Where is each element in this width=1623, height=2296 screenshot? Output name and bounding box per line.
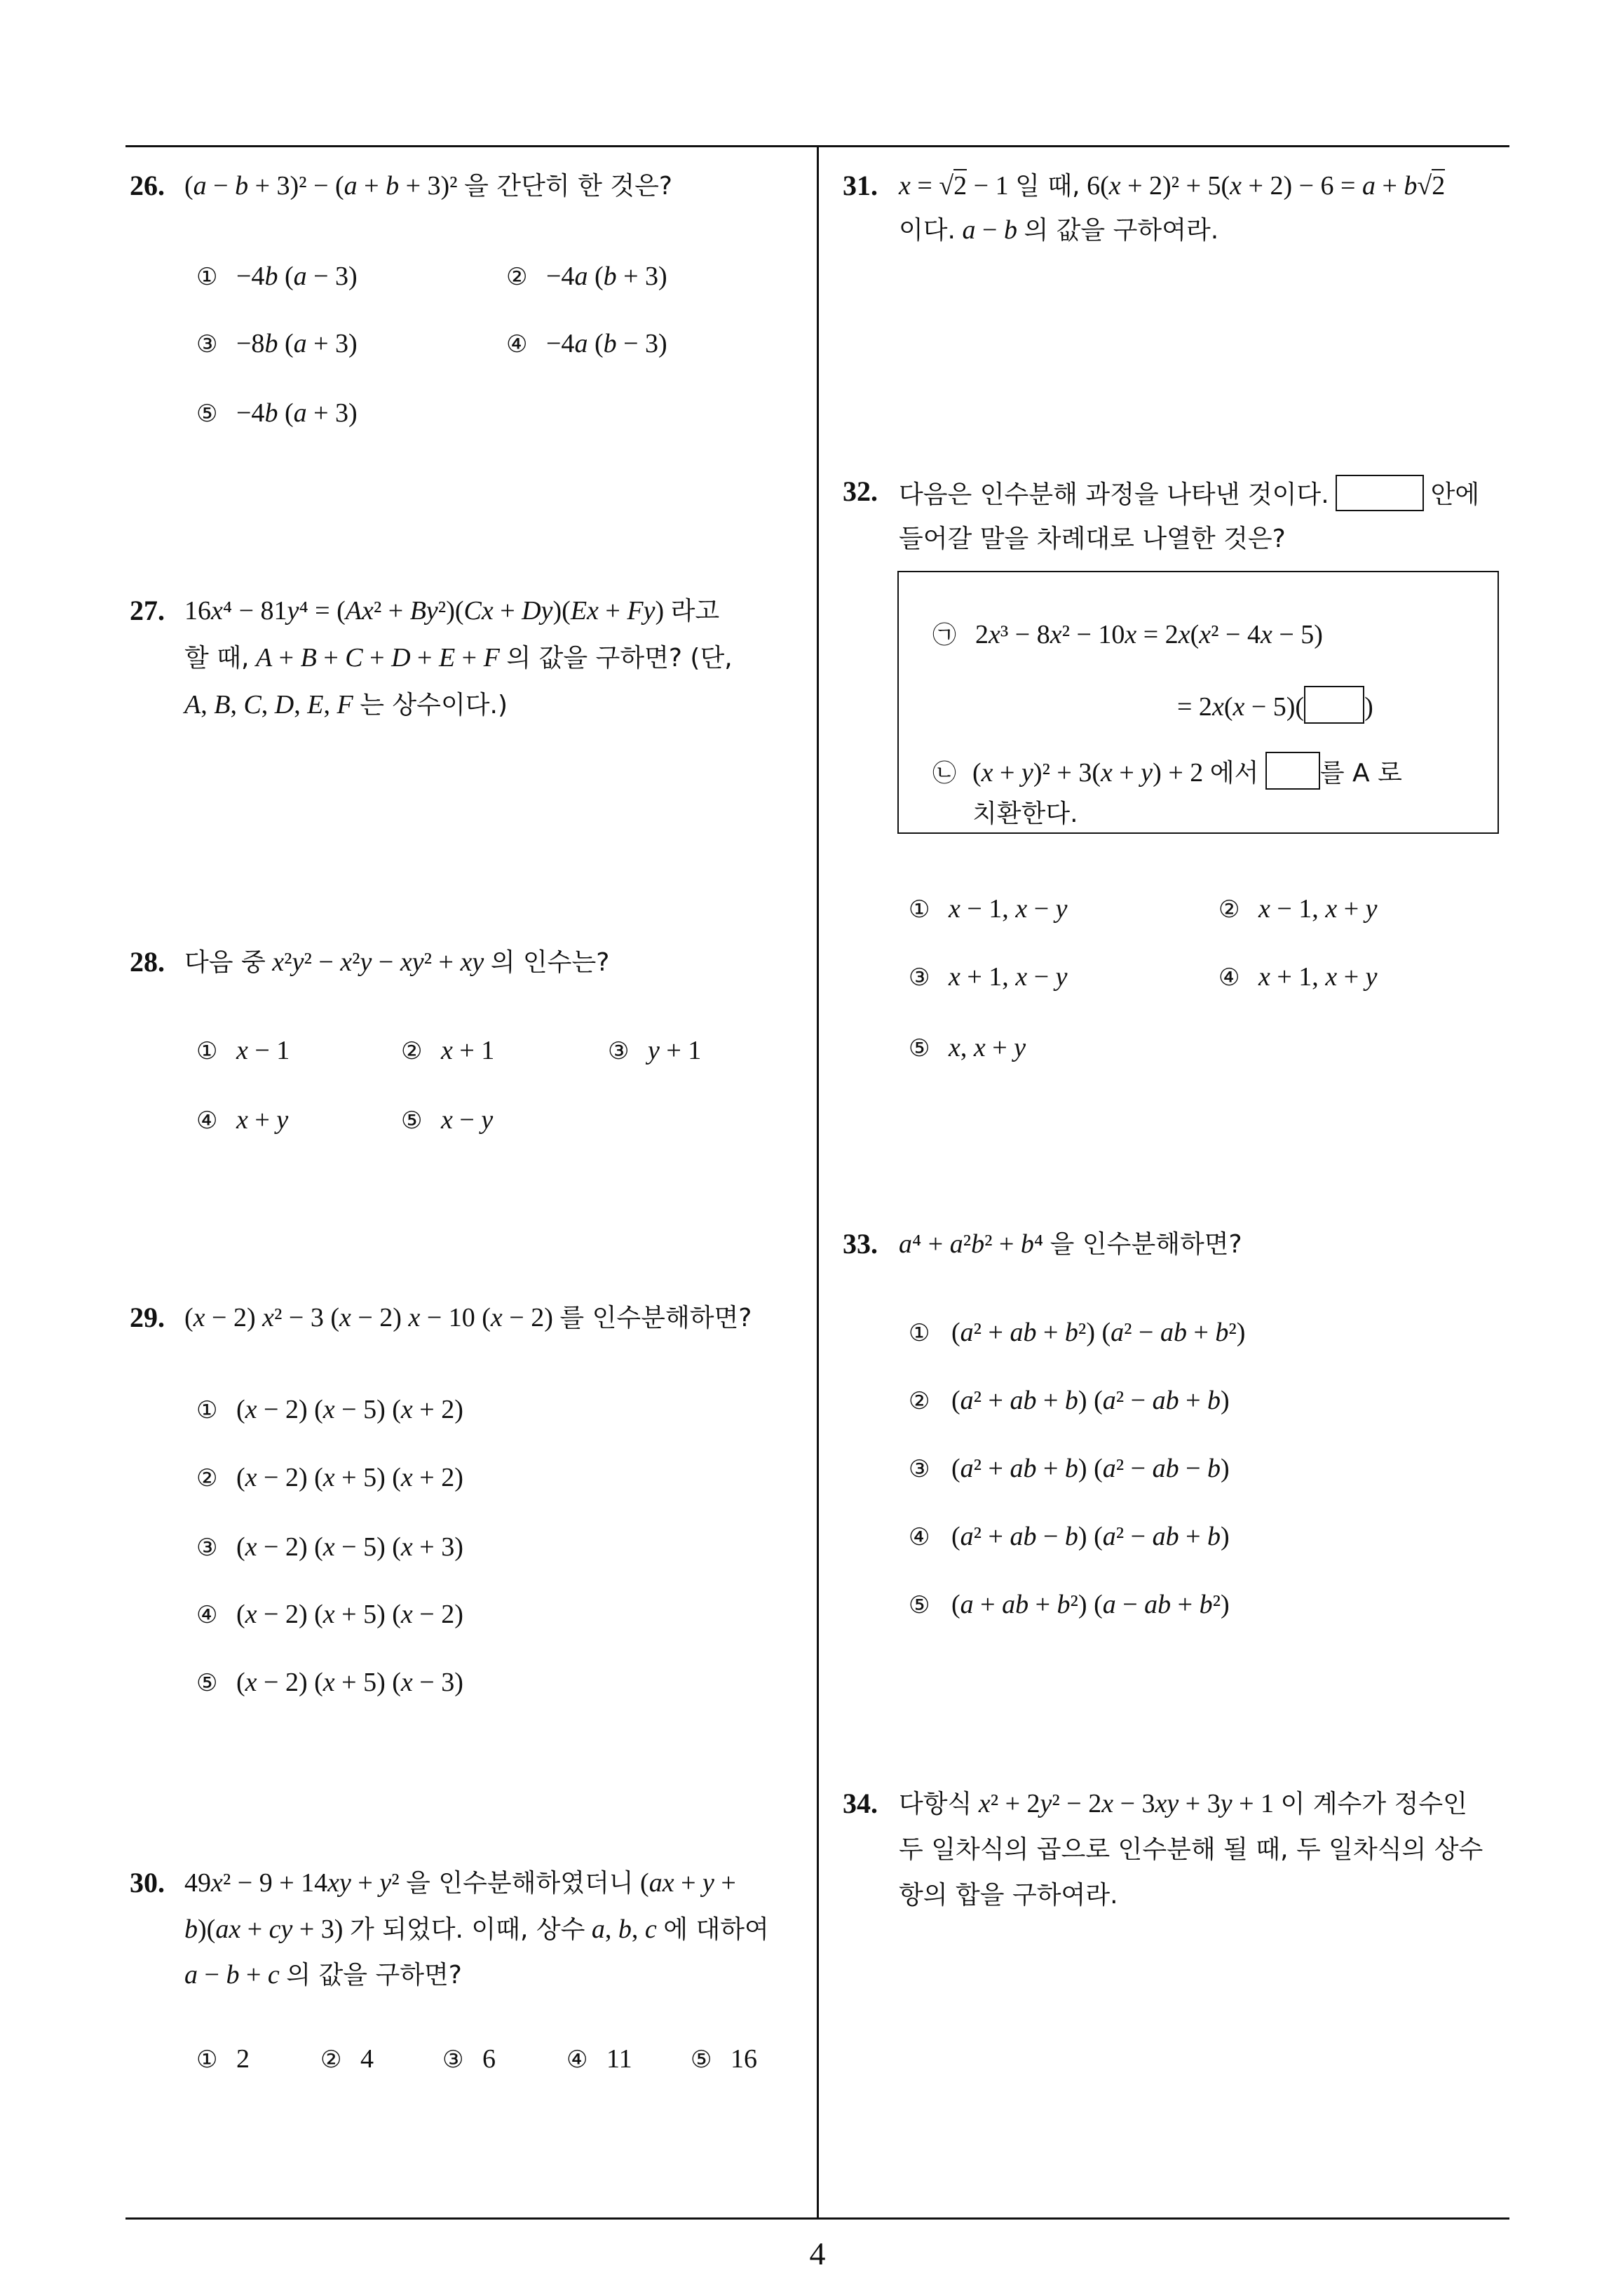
option-mark: ③ (909, 964, 930, 992)
math-expression: b)(ax + cy + 3) (184, 1915, 344, 1944)
option-mark: ② (909, 1387, 930, 1415)
question-stem (184, 945, 609, 980)
stem-text: 들어갈 말을 차례대로 나열한 것은? (899, 525, 1286, 553)
option-mark: ① (196, 1037, 218, 1065)
process-item-2 (932, 752, 1402, 790)
math-expression: a − b + c (184, 1960, 280, 1990)
option-5 (401, 1103, 493, 1137)
option-value: y + 1 (648, 1036, 702, 1065)
stem-text: 의 인수는? (490, 948, 610, 977)
question-stem-line-2 (899, 213, 1218, 248)
stem-text: 항의 합을 구하여라. (899, 1881, 1118, 1910)
option-mark: ② (401, 1037, 423, 1065)
option-value: −4b (a + 3) (236, 398, 358, 428)
option-value: (a² + ab + b) (a² − ab − b) (951, 1454, 1230, 1483)
option-mark: ⑤ (909, 1034, 930, 1062)
option-mark: ④ (196, 1107, 218, 1135)
stem-text: 이 계수가 정수인 (1280, 1790, 1467, 1818)
question-stem (184, 1301, 752, 1335)
option-mark: ② (1218, 896, 1240, 924)
option-mark: ① (909, 1319, 930, 1347)
question-stem-line-2 (184, 1912, 769, 1947)
column-divider (817, 146, 819, 2219)
process-item-2-continuation (972, 797, 1078, 831)
question-stem-line-2 (184, 641, 733, 675)
question-number: 26. (130, 170, 165, 201)
option-mark: ③ (909, 1455, 930, 1483)
stem-text: 에서 (1209, 759, 1259, 788)
question-number: 29. (130, 1302, 165, 1333)
option-3 (909, 1452, 1230, 1486)
math-expression: = 2x(x − 5)( (1177, 692, 1305, 722)
option-mark: ③ (608, 1037, 630, 1065)
option-value: x − 1, x − y (949, 894, 1068, 924)
question-stem-line-1 (899, 475, 1479, 512)
stem-text: 을 인수분해하였더니 (406, 1869, 634, 1898)
math-expression: x² + 2y² − 2x − 3xy + 3y + 1 (978, 1789, 1275, 1818)
option-mark: ④ (1218, 964, 1240, 992)
process-item-1-continuation (1177, 686, 1373, 724)
stem-text: 는 상수이다.) (360, 691, 508, 720)
option-value: x + y (236, 1105, 289, 1135)
option-mark: ④ (909, 1523, 930, 1551)
option-mark: ⑤ (196, 400, 218, 428)
option-mark: ⑤ (196, 1669, 218, 1697)
option-value: x + 1, x + y (1258, 962, 1378, 992)
option-value: 6 (482, 2044, 496, 2074)
option-5 (196, 1666, 463, 1700)
question-number: 31. (843, 170, 878, 201)
option-mark: ② (506, 263, 528, 291)
option-mark: ⑤ (691, 2046, 712, 2074)
stem-text: 의 값을 구하면? (286, 1961, 462, 1990)
option-value: x − 1 (236, 1036, 290, 1065)
question-stem-line-2 (899, 522, 1286, 556)
stem-text: 이다. (899, 216, 956, 245)
option-4 (1218, 960, 1378, 994)
item-mark: ㉠ (932, 621, 956, 649)
question-number: 32. (843, 475, 878, 507)
option-1 (909, 892, 1068, 926)
option-1 (196, 1393, 463, 1427)
math-expression: a − b (962, 215, 1017, 245)
option-value: (x − 2) (x − 5) (x + 3) (236, 1532, 463, 1562)
option-2 (401, 1034, 494, 1068)
math-expression: A, B, C, D, E, F (184, 690, 353, 720)
math-expression: 16x⁴ − 81y⁴ = (Ax² + By²)(Cx + Dy)(Ex + Fy) (184, 596, 665, 626)
stem-text: 을 인수분해하면? (1050, 1230, 1242, 1259)
stem-text: 다음은 인수분해 과정을 나타낸 것이다. (899, 480, 1329, 509)
question-stem-line-1 (184, 594, 719, 628)
option-mark: ① (196, 1396, 218, 1424)
option-mark: ③ (196, 330, 218, 358)
question-number: 28. (130, 946, 165, 978)
option-3 (196, 1530, 463, 1565)
option-1 (196, 1034, 290, 1068)
question-stem-line-3 (184, 1958, 462, 1992)
option-2 (196, 1461, 463, 1495)
question-stem-line-2 (899, 1832, 1483, 1867)
option-value: x + 1 (441, 1036, 495, 1065)
option-mark: ① (196, 2046, 218, 2074)
question-stem-line-1 (184, 1866, 736, 1900)
option-value: x − 1, x + y (1258, 894, 1378, 924)
math-expression: 2x³ − 8x² − 10x = 2x(x² − 4x − 5) (975, 620, 1323, 649)
option-4 (196, 1103, 288, 1137)
math-expression: 6(x + 2)² + 5(x + 2) − 6 = a + b√2 (1087, 169, 1445, 201)
option-value: (x − 2) (x + 5) (x − 2) (236, 1600, 463, 1629)
option-value: −4b (a − 3) (236, 262, 358, 291)
item-mark: ㉡ (932, 759, 956, 788)
option-value: (x − 2) (x + 5) (x + 2) (236, 1463, 463, 1492)
option-5 (691, 2042, 757, 2076)
option-value: (a² + ab + b) (a² − ab + b) (951, 1386, 1230, 1415)
option-mark: ③ (196, 1534, 218, 1562)
option-value: 16 (731, 2044, 757, 2074)
option-5 (196, 396, 358, 431)
option-mark: ④ (196, 1601, 218, 1629)
option-3 (196, 327, 358, 361)
option-4 (196, 1598, 463, 1632)
stem-text: 다항식 (899, 1790, 972, 1818)
stem-text: 가 되었다. 이때, 상수 (349, 1915, 585, 1944)
option-value: −4a (b − 3) (546, 329, 667, 358)
math-expression: x = √2 − 1 (899, 169, 1009, 201)
math-expression: A + B + C + D + E + F (255, 643, 500, 673)
stem-text: 두 일차식의 곱으로 인수분해 될 때, 두 일차식의 상수 (899, 1835, 1483, 1864)
option-value: (a² + ab + b²) (a² − ab + b²) (951, 1318, 1246, 1347)
answer-blank-box (1304, 686, 1364, 724)
option-mark: ⑤ (909, 1591, 930, 1619)
question-number: 27. (130, 595, 165, 626)
option-mark: ① (909, 896, 930, 924)
question-number: 34. (843, 1788, 878, 1819)
stem-text: 라고 (670, 597, 720, 626)
option-2 (1218, 892, 1378, 926)
option-3 (909, 960, 1068, 994)
process-item-1 (932, 618, 1323, 652)
math-expression: ) (1364, 692, 1373, 722)
option-mark: ③ (442, 2046, 464, 2074)
stem-text: 치환한다. (972, 799, 1078, 828)
option-value: (x − 2) (x − 5) (x + 2) (236, 1395, 463, 1424)
option-5 (909, 1031, 1026, 1065)
math-expression: (x + y)² + 3(x + y) + 2 (972, 758, 1204, 788)
bottom-rule (125, 2217, 1509, 2220)
option-mark: ② (196, 1464, 218, 1492)
answer-blank-box (1265, 752, 1320, 790)
option-mark: ④ (506, 330, 528, 358)
option-4 (909, 1520, 1230, 1554)
option-1 (196, 2042, 250, 2076)
stem-text: 다음 중 (184, 948, 266, 977)
math-expression: (a − b + 3)² − (a + b + 3)² (184, 171, 458, 201)
option-3 (442, 2042, 496, 2076)
page-number: 4 (809, 2236, 826, 2271)
option-mark: ② (320, 2046, 342, 2074)
stem-text: 을 간단히 한 것은? (464, 172, 672, 201)
math-expression: (x − 2) x² − 3 (x − 2) x − 10 (x − 2) (184, 1303, 553, 1332)
option-value: (x − 2) (x + 5) (x − 3) (236, 1668, 463, 1697)
question-stem (184, 169, 672, 203)
option-5 (909, 1588, 1230, 1622)
math-expression: a, b, c (591, 1915, 657, 1944)
question-stem (899, 1227, 1242, 1262)
option-mark: ① (196, 263, 218, 291)
math-expression: 49x² − 9 + 14xy + y² (184, 1868, 400, 1898)
stem-text: 안에 (1430, 480, 1480, 509)
option-4 (506, 327, 667, 361)
option-mark: ⑤ (401, 1107, 423, 1135)
option-value: 2 (236, 2044, 250, 2074)
stem-text: 를 A 로 (1319, 759, 1402, 788)
stem-text: 의 값을 구하여라. (1024, 216, 1219, 245)
option-value: −8b (a + 3) (236, 329, 358, 358)
option-value: (a² + ab − b) (a² − ab + b) (951, 1522, 1230, 1551)
question-stem-line-3 (184, 688, 508, 722)
option-2 (909, 1384, 1230, 1418)
math-expression: a⁴ + a²b² + b⁴ (899, 1229, 1044, 1259)
option-value: 4 (360, 2044, 374, 2074)
option-value: −4a (b + 3) (546, 262, 667, 291)
stem-text: 에 대하여 (663, 1915, 769, 1944)
option-2 (506, 259, 667, 294)
question-number: 30. (130, 1867, 165, 1898)
stem-text: 를 인수분해하면? (559, 1304, 752, 1332)
math-expression: (ax + y + (640, 1868, 736, 1898)
question-stem-line-1 (899, 169, 1445, 203)
option-value: x, x + y (949, 1033, 1026, 1062)
option-1 (196, 259, 358, 294)
question-stem-line-3 (899, 1878, 1118, 1912)
option-1 (909, 1316, 1245, 1350)
question-number: 33. (843, 1228, 878, 1260)
option-value: x + 1, x − y (949, 962, 1068, 992)
option-mark: ④ (566, 2046, 588, 2074)
option-3 (608, 1034, 701, 1068)
option-value: 11 (606, 2044, 632, 2074)
question-stem-line-1 (899, 1787, 1467, 1821)
answer-blank-box (1336, 475, 1424, 511)
stem-text: 의 값을 구하면? (단, (506, 644, 733, 673)
math-expression: x²y² − x²y − xy² + xy (272, 947, 484, 977)
option-value: x − y (441, 1105, 494, 1135)
option-value: (a + ab + b²) (a − ab + b²) (951, 1590, 1230, 1619)
stem-text: 일 때, (1015, 172, 1080, 201)
option-4 (566, 2042, 632, 2076)
stem-text: 할 때, (184, 644, 250, 673)
option-2 (320, 2042, 374, 2076)
